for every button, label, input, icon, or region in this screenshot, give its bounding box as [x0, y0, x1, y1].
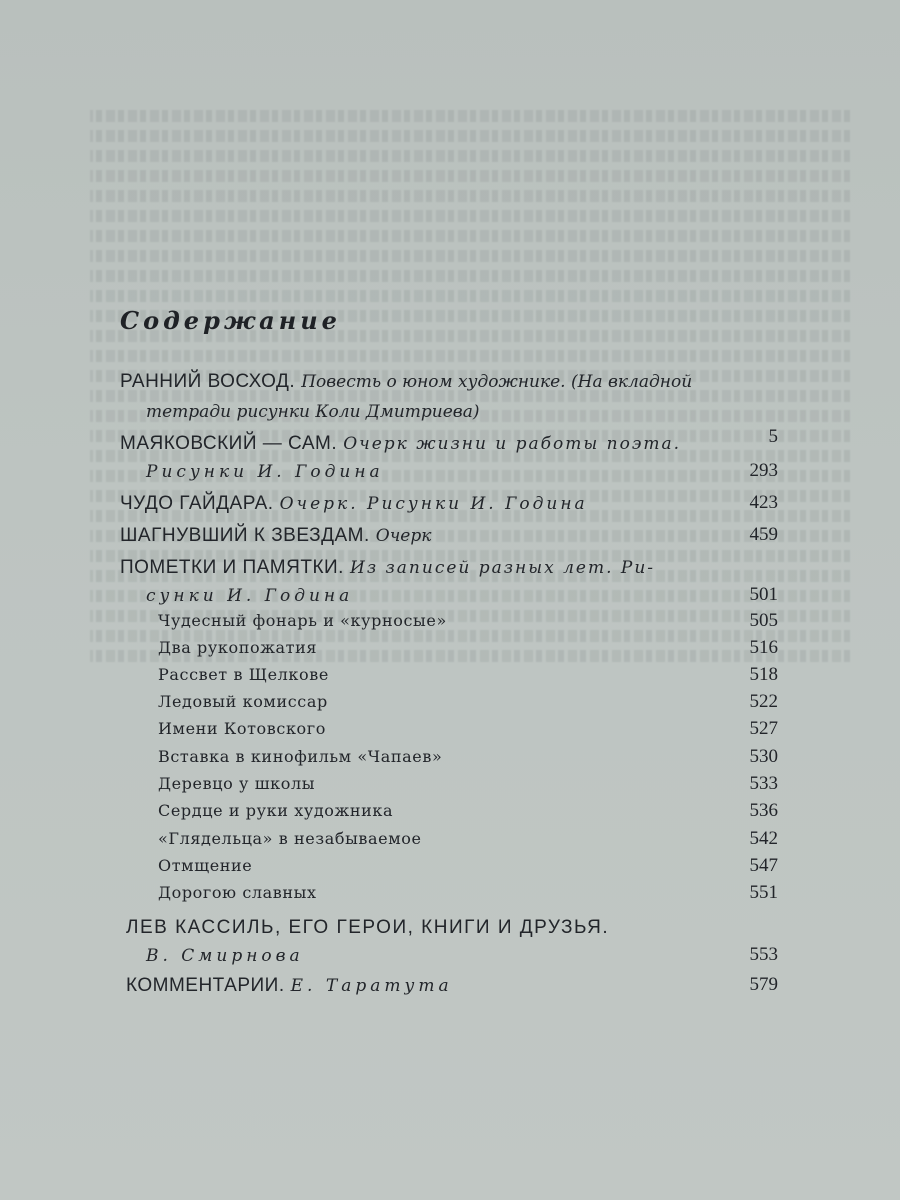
entry-description: Рисунки И. Година	[146, 462, 384, 482]
page-number: 533	[749, 773, 778, 794]
toc-subitem: Деревцо у школы	[158, 774, 316, 793]
entry-title: ЛЕВ КАССИЛЬ, ЕГО ГЕРОИ, КНИГИ И ДРУЗЬЯ.	[126, 917, 610, 938]
toc-subitem: Дорогою славных	[158, 883, 317, 902]
entry-description: Повесть о юном художнике. (На вкладной	[301, 372, 693, 392]
page-number: 530	[749, 746, 778, 767]
entry-description: Из записей разных лет. Ри-	[350, 558, 656, 578]
toc-subitem: «Глядельца» в незабываемое	[158, 829, 422, 848]
page-number: 423	[749, 492, 778, 513]
entry-description: Очерк жизни и работы поэта.	[343, 434, 682, 454]
page-number: 501	[749, 584, 778, 605]
toc-entry-line	[120, 368, 692, 395]
entry-title: КОММЕНТАРИИ.	[126, 975, 285, 996]
page-number: 459	[749, 524, 778, 545]
toc-entry-line	[146, 458, 384, 485]
page-number: 547	[749, 855, 778, 876]
entry-title: ЧУДО ГАЙДАРА.	[120, 493, 274, 514]
page-number: 579	[749, 974, 778, 995]
toc-entry-line	[120, 490, 588, 517]
toc-subitem: Два рукопожатия	[158, 638, 318, 657]
toc-entry-line	[120, 522, 431, 549]
page-number: 293	[749, 460, 778, 481]
page-number: 536	[749, 800, 778, 821]
page-number: 5	[768, 426, 778, 447]
entry-description: В. Смирнова	[146, 946, 304, 966]
toc-entry-line	[146, 942, 304, 969]
toc-subitem: Имени Котовского	[158, 719, 326, 738]
toc-entry-line	[146, 582, 353, 609]
page-number: 518	[749, 664, 778, 685]
page-number: 542	[749, 828, 778, 849]
page-number: 551	[749, 882, 778, 903]
entry-description: сунки И. Година	[146, 586, 354, 606]
page-number: 505	[749, 610, 778, 631]
entry-title: ПОМЕТКИ И ПАМЯТКИ.	[120, 557, 344, 578]
toc-entry-line	[146, 398, 479, 425]
toc-subitem: Отмщение	[158, 856, 253, 875]
toc-subitem: Чудесный фонарь и «курносые»	[158, 611, 447, 630]
toc-entry-line	[120, 430, 681, 457]
toc-entry-line	[126, 914, 609, 941]
page-number: 516	[749, 637, 778, 658]
entry-description: Очерк. Рисунки И. Година	[279, 494, 588, 514]
entry-description: тетради рисунки Коли Дмитриева)	[146, 402, 480, 422]
entry-title: МАЯКОВСКИЙ — САМ.	[120, 433, 338, 454]
toc-heading: Содержание	[120, 306, 341, 335]
toc-subitem: Сердце и руки художника	[158, 801, 394, 820]
entry-title: ШАГНУВШИЙ К ЗВЕЗДАМ.	[120, 525, 370, 546]
toc-subitem: Ледовый комиссар	[158, 692, 328, 711]
toc-entry-line	[126, 972, 453, 999]
entry-title: РАННИЙ ВОСХОД.	[120, 371, 296, 392]
entry-description: Очерк	[375, 526, 432, 546]
toc-subitem: Вставка в кинофильм «Чапаев»	[158, 747, 443, 766]
entry-description: Е. Таратута	[290, 976, 453, 996]
toc-entry-line	[120, 554, 655, 581]
page-number: 527	[749, 718, 778, 739]
toc-subitem: Рассвет в Щелкове	[158, 665, 329, 684]
page-number: 553	[749, 944, 778, 965]
page-number: 522	[749, 691, 778, 712]
